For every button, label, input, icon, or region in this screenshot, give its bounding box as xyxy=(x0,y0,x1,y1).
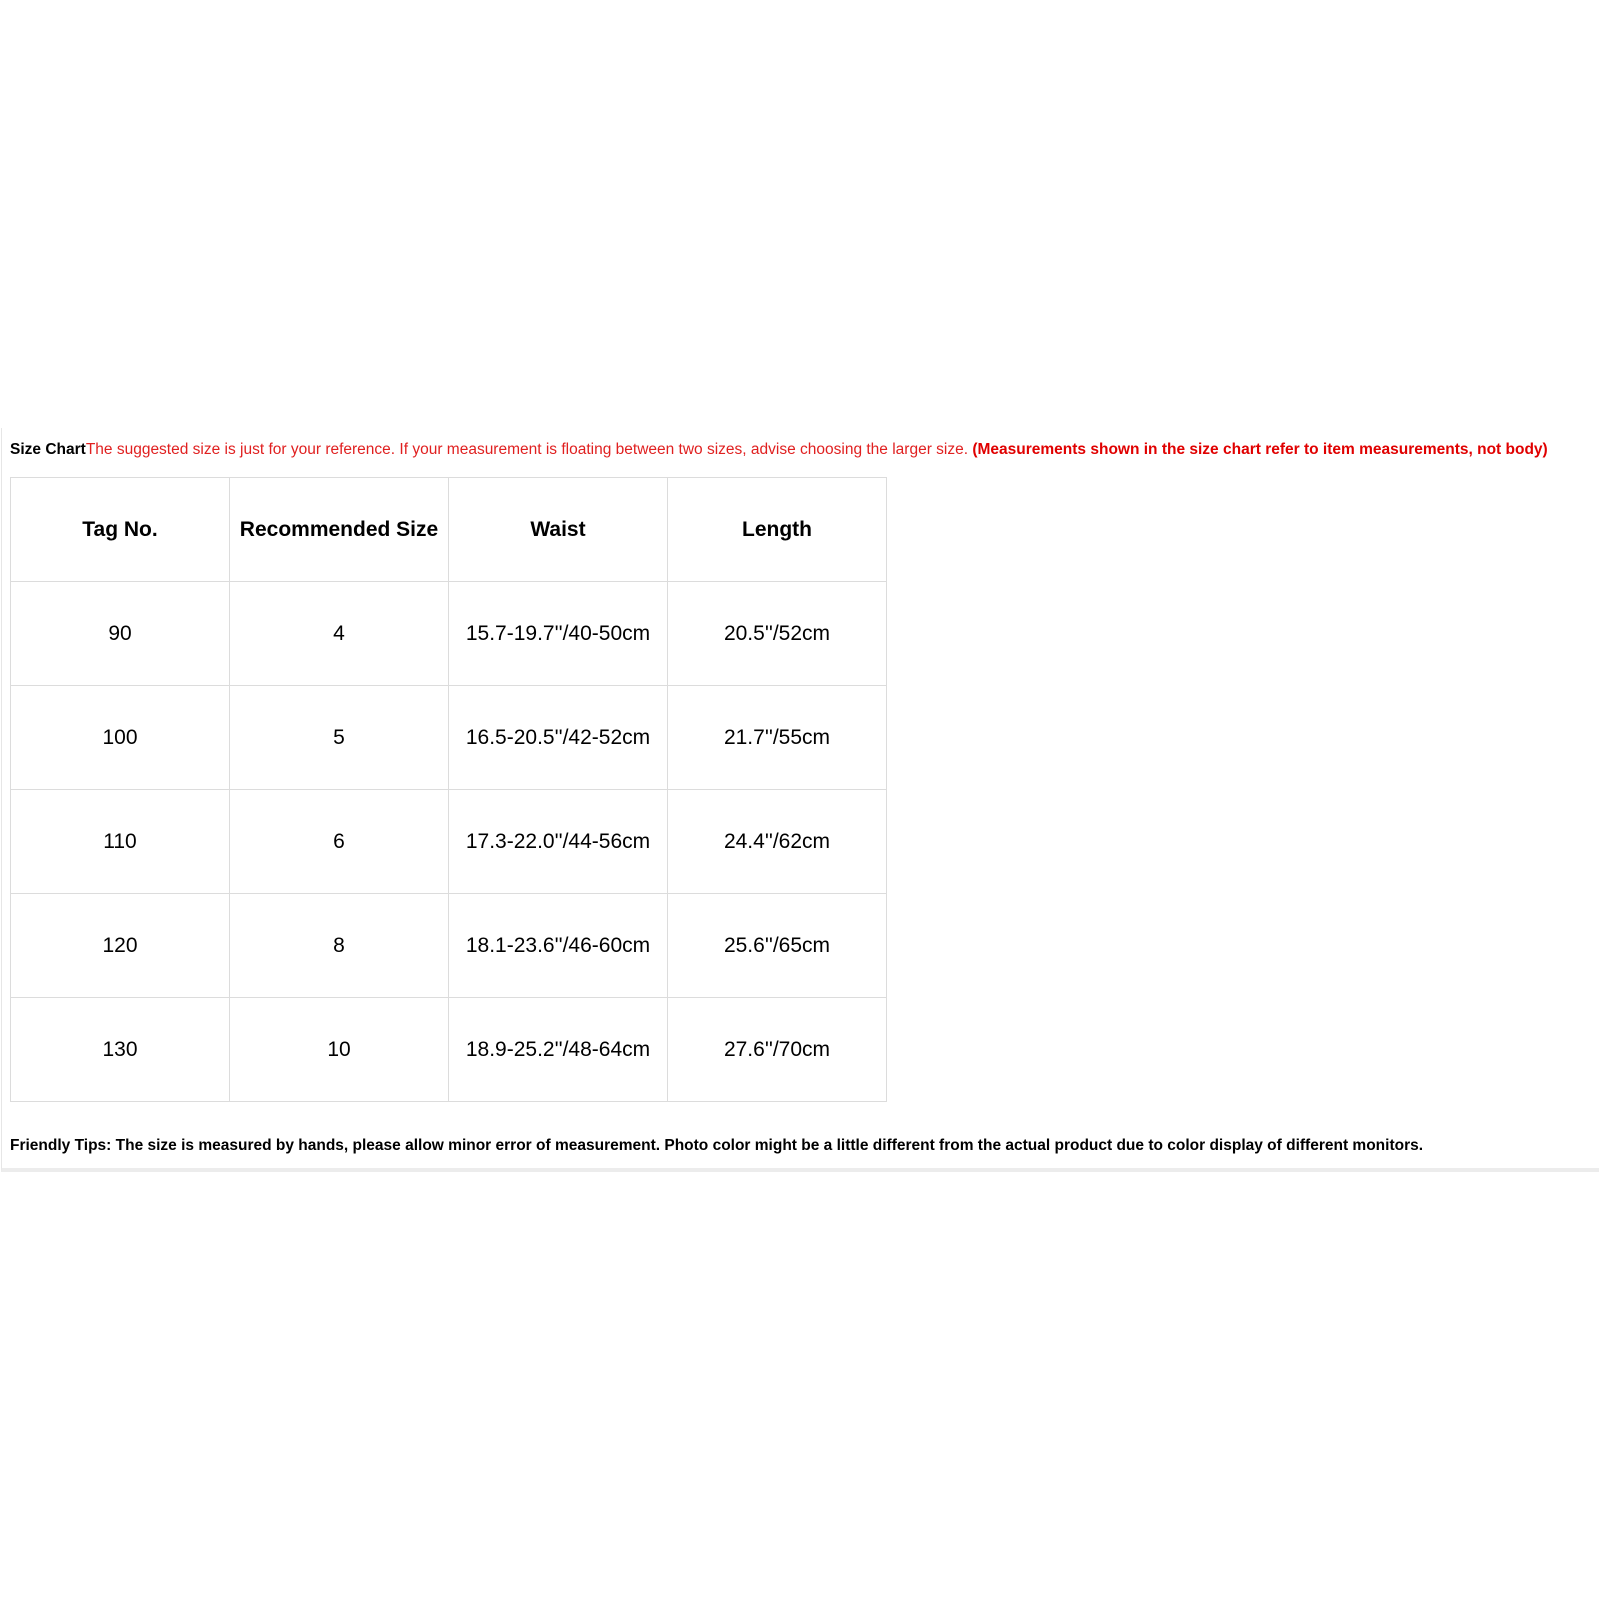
cell-length: 25.6''/65cm xyxy=(668,894,887,998)
table-row xyxy=(11,582,887,686)
table-row xyxy=(11,998,887,1102)
size-chart-intro xyxy=(10,440,1575,459)
cell-recommended-size: 4 xyxy=(230,582,449,686)
cell-waist: 18.1-23.6''/46-60cm xyxy=(449,894,668,998)
cell-recommended-size: 6 xyxy=(230,790,449,894)
table-row xyxy=(11,894,887,998)
cell-length: 20.5''/52cm xyxy=(668,582,887,686)
size-chart-title: Size Chart xyxy=(10,441,86,458)
cell-tag-no: 110 xyxy=(11,790,230,894)
cell-recommended-size: 8 xyxy=(230,894,449,998)
size-table xyxy=(10,477,887,1102)
size-chart-panel xyxy=(1,428,1599,1172)
friendly-tips: Friendly Tips: The size is measured by hands, please allow minor error of measurement. Photo color might be a little different from the actual product due to color display of different monitors. xyxy=(10,1137,1424,1154)
header-tag-no: Tag No. xyxy=(11,478,230,582)
cell-recommended-size: 10 xyxy=(230,998,449,1102)
size-chart-emphasis: (Measurements shown in the size chart refer to item measurements, not body) xyxy=(972,441,1548,458)
cell-length: 24.4''/62cm xyxy=(668,790,887,894)
cell-waist: 15.7-19.7''/40-50cm xyxy=(449,582,668,686)
header-length: Length xyxy=(668,478,887,582)
cell-tag-no: 100 xyxy=(11,686,230,790)
cell-tag-no: 120 xyxy=(11,894,230,998)
table-row xyxy=(11,790,887,894)
cell-length: 27.6''/70cm xyxy=(668,998,887,1102)
cell-waist: 16.5-20.5''/42-52cm xyxy=(449,686,668,790)
cell-recommended-size: 5 xyxy=(230,686,449,790)
cell-tag-no: 130 xyxy=(11,998,230,1102)
cell-waist: 18.9-25.2''/48-64cm xyxy=(449,998,668,1102)
cell-length: 21.7''/55cm xyxy=(668,686,887,790)
size-chart-note: The suggested size is just for your reference. If your measurement is floating between two sizes, advise choosing the larger size. xyxy=(85,441,973,458)
table-row xyxy=(11,686,887,790)
cell-waist: 17.3-22.0''/44-56cm xyxy=(449,790,668,894)
header-recommended-size: Recommended Size xyxy=(230,478,449,582)
header-waist: Waist xyxy=(449,478,668,582)
table-header-row xyxy=(11,478,887,582)
cell-tag-no: 90 xyxy=(11,582,230,686)
